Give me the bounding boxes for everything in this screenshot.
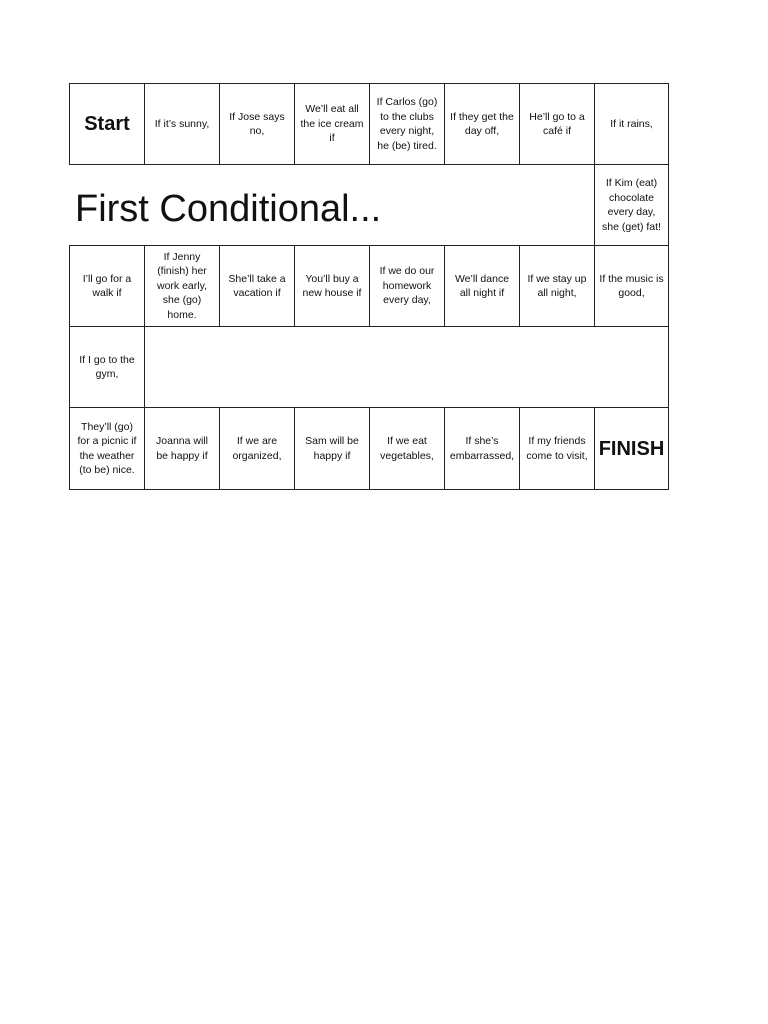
- square-text: If Kim (eat) chocolate every day, she (get) fat!: [602, 177, 661, 233]
- board-square: [519, 245, 595, 327]
- board-square: [594, 164, 669, 246]
- board-square: [69, 407, 145, 490]
- board-square: [594, 245, 669, 327]
- square-text: If we are organized,: [232, 435, 282, 462]
- board-square: [294, 245, 370, 327]
- square-text: She’ll take a vacation if: [228, 272, 286, 299]
- square-text: If they get the day off,: [450, 110, 514, 137]
- start-square: [69, 83, 145, 165]
- board-square: [144, 83, 220, 165]
- board-square: [294, 407, 370, 490]
- board-square: [369, 83, 445, 165]
- board-square: [294, 83, 370, 165]
- square-text: We’ll eat all the ice cream if: [300, 103, 364, 145]
- square-text: If Jenny (finish) her work early, she (go) home.: [157, 250, 207, 321]
- board-square: [369, 407, 445, 490]
- square-text: If we stay up all night,: [527, 272, 587, 299]
- board-square: [444, 407, 520, 490]
- square-text: We’ll dance all night if: [454, 272, 510, 299]
- square-text: If Jose says no,: [229, 110, 285, 137]
- board-square: [219, 83, 295, 165]
- board-square: [219, 407, 295, 490]
- empty-area: [144, 326, 669, 408]
- board-square: [144, 407, 220, 490]
- game-board: [69, 83, 669, 490]
- start-label: Start: [84, 113, 130, 135]
- board-square: [519, 407, 595, 490]
- square-text: I’ll go for a walk if: [82, 272, 132, 299]
- finish-square: [594, 407, 669, 490]
- board-square: [444, 83, 520, 165]
- square-text: He’ll go to a café if: [529, 110, 585, 137]
- square-text: If it rains,: [610, 117, 653, 130]
- square-text: If I go to the gym,: [79, 353, 135, 380]
- finish-label: FINISH: [598, 437, 665, 460]
- square-text: Sam will be happy if: [305, 435, 359, 462]
- board-square: [519, 83, 595, 165]
- square-text: If we do our homework every day,: [379, 265, 435, 307]
- board-square: [444, 245, 520, 327]
- square-text: Joanna will be happy if: [156, 435, 208, 462]
- square-text: If Carlos (go) to the clubs every night, he (be) tired.: [376, 96, 438, 152]
- square-text: If it’s sunny,: [154, 117, 210, 130]
- board-square: [69, 245, 145, 327]
- square-text: If my friends come to visit,: [526, 435, 588, 462]
- board-square: [594, 83, 669, 165]
- square-text: You’ll buy a new house if: [302, 272, 362, 299]
- square-text: They’ll (go) for a picnic if the weather (to be) nice.: [77, 420, 137, 476]
- board-square: [219, 245, 295, 327]
- square-text: If we eat vegetables,: [380, 435, 434, 462]
- board-square: [144, 245, 220, 327]
- page-title: First Conditional...: [75, 188, 382, 230]
- square-text: If she’s embarrassed,: [449, 435, 515, 462]
- square-text: If the music is good,: [599, 272, 664, 299]
- board-square: [69, 326, 145, 408]
- board-square: [369, 245, 445, 327]
